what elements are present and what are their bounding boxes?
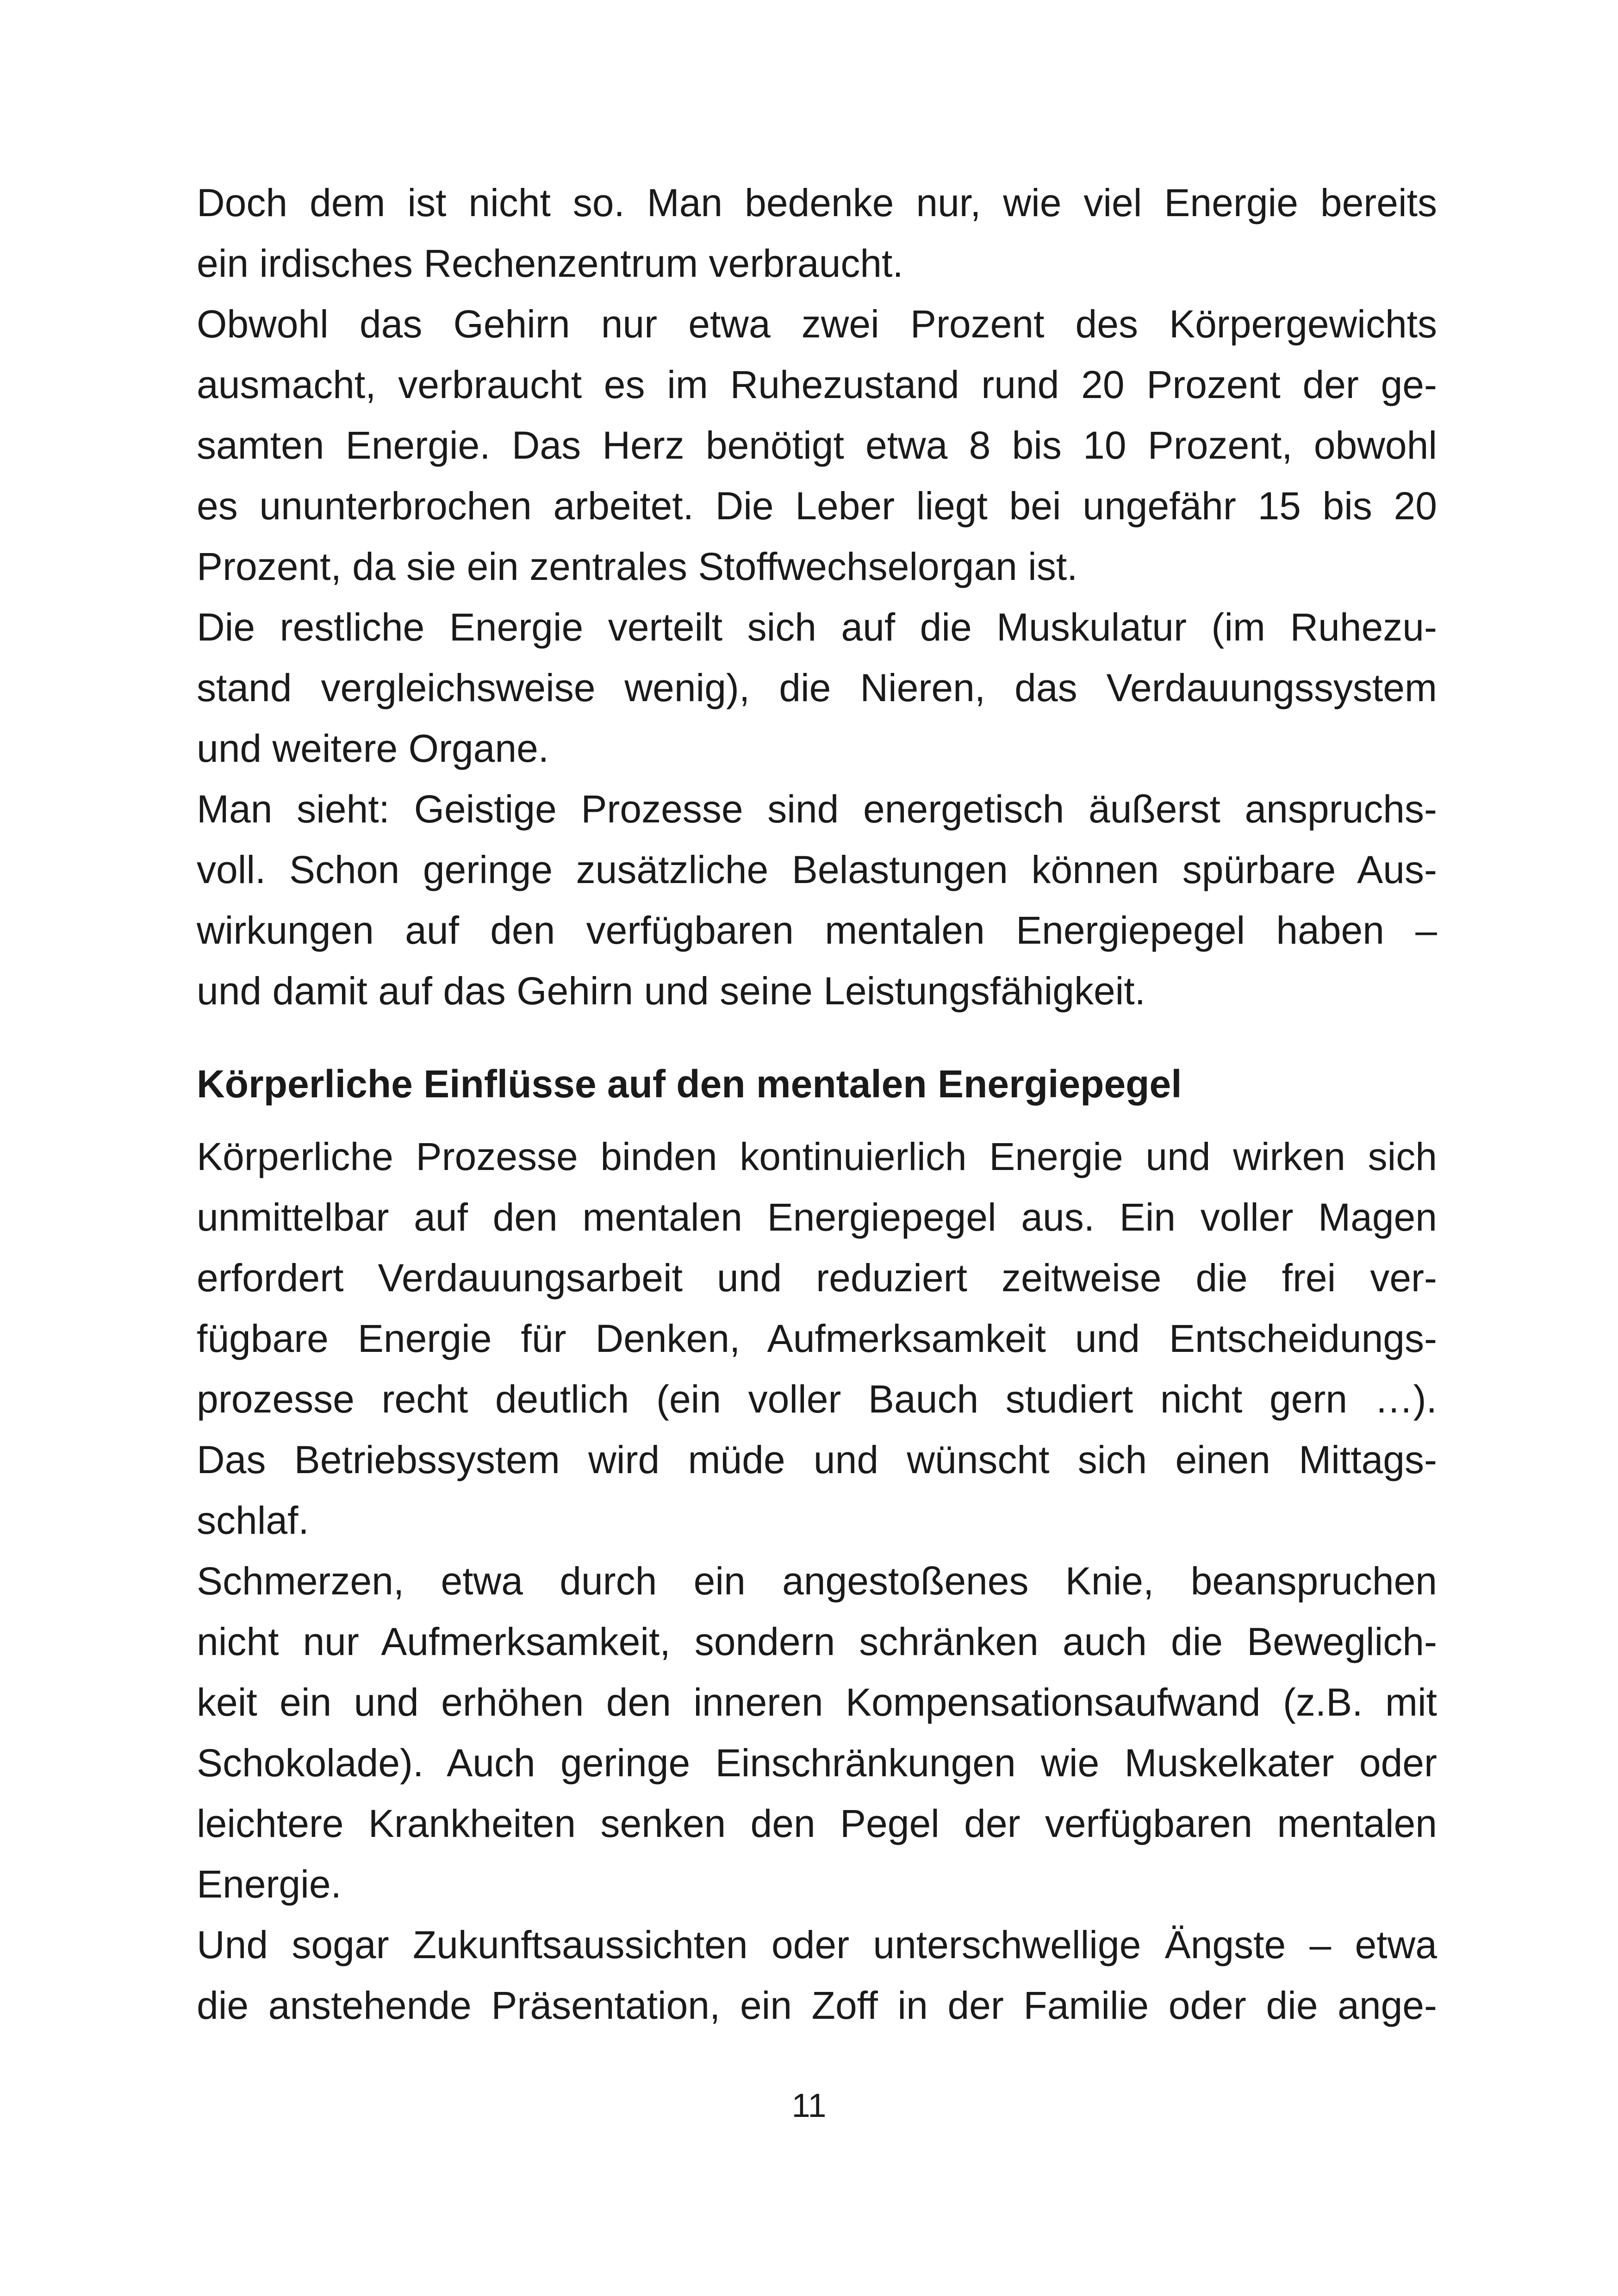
page-number: 11 — [791, 2087, 827, 2124]
text-line: Doch dem ist nicht so. Man bedenke nur, wie viel Energie bereits — [197, 181, 1437, 224]
text-line: und damit auf das Gehirn und seine Leistungsfähigkeit. — [197, 969, 1146, 1013]
text-line: leichtere Krankheiten senken den Pegel der verfügbaren mentalen — [197, 1802, 1437, 1845]
text-line: es ununterbrochen arbeitet. Die Leber liegt bei ungefähr 15 bis 20 — [197, 484, 1437, 528]
text-line: samten Energie. Das Herz benötigt etwa 8 bis 10 Prozent, obwohl — [197, 423, 1437, 467]
text-line: fügbare Energie für Denken, Aufmerksamkeit und Entscheidungs- — [197, 1317, 1437, 1360]
section-heading: Körperliche Einflüsse auf den mentalen Energiepegel — [197, 1062, 1182, 1106]
page-content — [197, 173, 1437, 2036]
text-line: prozesse recht deutlich (ein voller Bauch studiert nicht gern …). — [197, 1377, 1437, 1421]
text-line: und weitere Organe. — [197, 727, 549, 770]
text-line: erfordert Verdauungsarbeit und reduziert zeitweise die frei ver- — [197, 1256, 1437, 1300]
text-line: die anstehende Präsentation, ein Zoff in der Familie oder die ange- — [197, 1984, 1437, 2027]
text-line: Energie. — [197, 1862, 342, 1906]
paragraph-block-body-influences — [197, 1126, 1437, 2036]
text-line: keit ein und erhöhen den inneren Kompensationsaufwand (z.B. mit — [197, 1680, 1437, 1724]
text-line: stand vergleichsweise wenig), die Nieren, das Verdauungssystem — [197, 666, 1437, 709]
text-line: Schokolade). Auch geringe Einschränkungen wie Muskelkater oder — [197, 1741, 1437, 1785]
text-line: Schmerzen, etwa durch ein angestoßenes Knie, beanspruchen — [197, 1559, 1437, 1603]
text-line: Obwohl das Gehirn nur etwa zwei Prozent des Körpergewichts — [197, 302, 1437, 346]
text-line: wirkungen auf den verfügbaren mentalen Energiepegel haben – — [197, 908, 1437, 952]
text-line: Das Betriebssystem wird müde und wünscht sich einen Mittags- — [197, 1438, 1437, 1481]
text-line: ein irdisches Rechenzentrum verbraucht. — [197, 242, 903, 285]
text-line: unmittelbar auf den mentalen Energiepegel aus. Ein voller Magen — [197, 1195, 1437, 1239]
text-line: Man sieht: Geistige Prozesse sind energetisch äußerst anspruchs- — [197, 787, 1437, 831]
text-line: Prozent, da sie ein zentrales Stoffwechselorgan ist. — [197, 545, 1078, 588]
text-line: Körperliche Prozesse binden kontinuierlich Energie und wirken sich — [197, 1135, 1437, 1178]
paragraph-block-energy — [197, 173, 1437, 1021]
text-line: Und sogar Zukunftsaussichten oder unterschwellige Ängste – etwa — [197, 1923, 1437, 1966]
text-line: ausmacht, verbraucht es im Ruhezustand rund 20 Prozent der ge- — [197, 363, 1437, 406]
text-line: voll. Schon geringe zusätzliche Belastungen können spürbare Aus- — [197, 848, 1437, 891]
text-line: Die restliche Energie verteilt sich auf die Muskulatur (im Ruhezu- — [197, 605, 1437, 649]
text-line: schlaf. — [197, 1499, 309, 1542]
text-line: nicht nur Aufmerksamkeit, sondern schränken auch die Beweglich- — [197, 1620, 1437, 1663]
